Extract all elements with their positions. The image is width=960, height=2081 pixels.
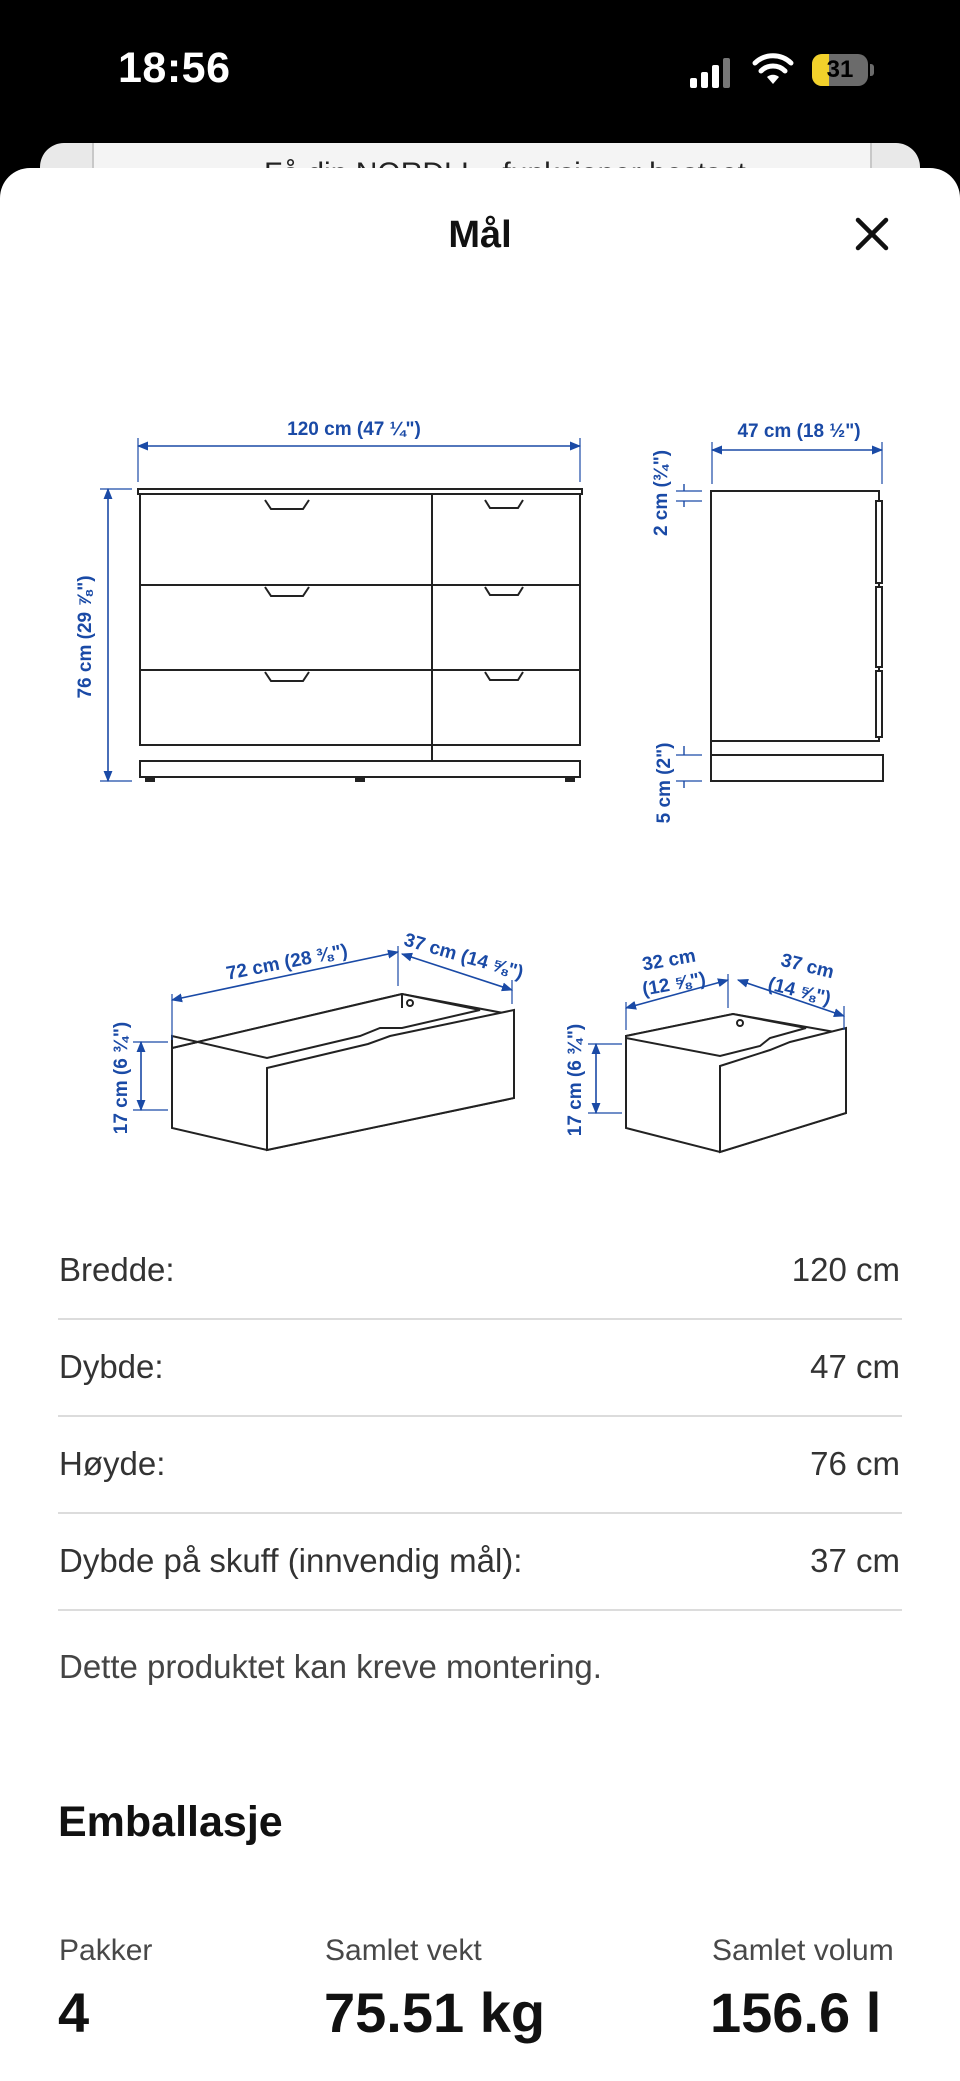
spec-row-width <box>58 1222 902 1320</box>
side-depth-label: 47 cm (18 ½") <box>737 421 861 442</box>
small-drawer-depth-label-2: (14 ⅝") <box>765 973 833 1010</box>
weight-value: 75.51 kg <box>324 1981 546 2044</box>
small-drawer-width-label-2: (12 ⅝") <box>640 968 708 1001</box>
cellular-signal-icon <box>690 58 732 88</box>
spec-label: Dybde på skuff (innvendig mål): <box>59 1542 523 1579</box>
packaging-heading: Emballasje <box>58 1798 283 1846</box>
battery-nub <box>870 64 874 76</box>
dimensions-sheet <box>0 168 960 2081</box>
assembly-note: Dette produktet kan kreve montering. <box>59 1648 602 1685</box>
spec-label: Bredde: <box>59 1251 175 1288</box>
side-bottom-label: 5 cm (2") <box>654 742 675 824</box>
small-drawer-width-label-1: 32 cm <box>640 945 698 976</box>
battery-body <box>812 54 868 86</box>
spec-value: 47 cm <box>810 1348 900 1385</box>
spec-row-depth <box>58 1319 902 1417</box>
large-drawer-drawing <box>172 994 514 1150</box>
volume-label: Samlet volum <box>712 1934 894 1967</box>
status-time: 18:56 <box>118 44 231 92</box>
volume-value: 156.6 l <box>710 1981 882 2044</box>
spec-value: 120 cm <box>791 1251 900 1288</box>
spec-label: Dybde: <box>59 1348 164 1385</box>
packages-label: Pakker <box>59 1934 153 1967</box>
small-drawer-depth-label-1: 37 cm <box>778 949 837 984</box>
weight-label: Samlet vekt <box>325 1934 482 1967</box>
large-drawer-depth-label: 37 cm (14 ⅝") <box>401 929 526 984</box>
front-height-label: 76 cm (29 ⅞") <box>75 575 96 699</box>
small-drawer-drawing <box>626 1014 846 1152</box>
spec-row-drawer-depth <box>58 1513 902 1611</box>
large-drawer-height-label: 17 cm (6 ¾") <box>111 1021 132 1135</box>
status-bar <box>0 0 960 140</box>
side-top-label: 2 cm (¾") <box>651 449 672 537</box>
small-drawer-height-label: 17 cm (6 ¾") <box>565 1023 586 1137</box>
front-view-drawing <box>138 489 582 781</box>
battery-icon <box>812 54 876 86</box>
battery-percentage: 31 <box>826 56 854 83</box>
spec-label: Høyde: <box>59 1445 166 1482</box>
spec-row-height <box>58 1416 902 1514</box>
packages-value: 4 <box>58 1981 90 2044</box>
dimension-diagram <box>0 168 960 1168</box>
wifi-icon <box>752 52 794 86</box>
spec-value: 76 cm <box>810 1445 900 1482</box>
front-width-label: 120 cm (47 ¼") <box>287 419 421 440</box>
side-view-drawing <box>711 491 883 781</box>
sheet-title: Mål <box>448 214 512 256</box>
spec-value: 37 cm <box>810 1542 900 1579</box>
large-drawer-width-label: 72 cm (28 ⅜") <box>224 940 350 985</box>
